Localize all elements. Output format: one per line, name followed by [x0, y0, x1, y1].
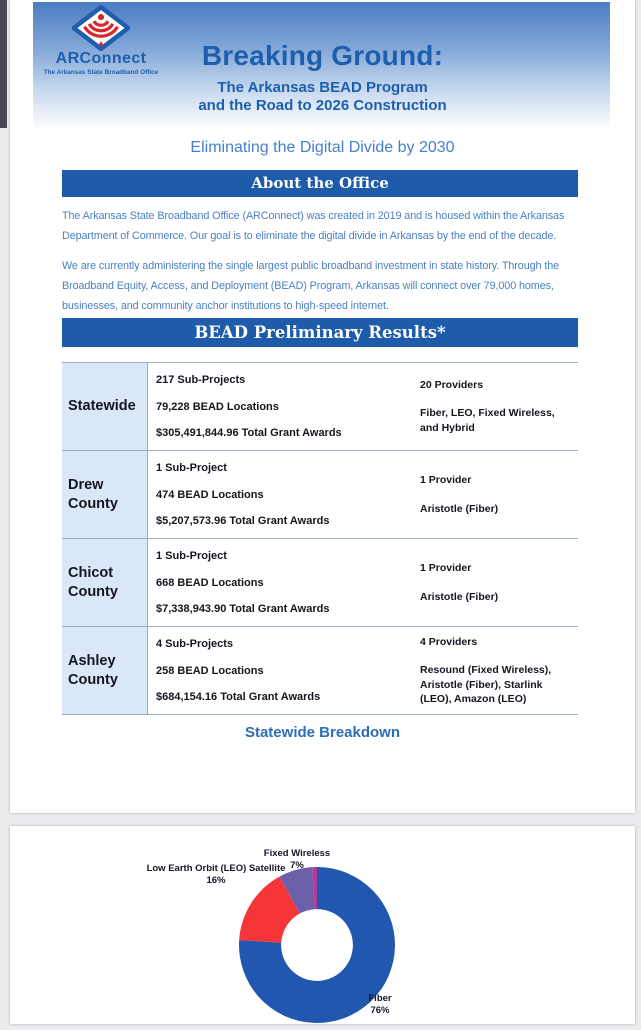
logo-tagline: The Arkansas State Broadband Office [43, 69, 159, 76]
slice-label: Fiber [368, 993, 392, 1004]
results-banner: BEAD Preliminary Results* [62, 318, 578, 347]
logo-name: ARConnect [55, 50, 147, 67]
stat-locations: 258 BEAD Locations [156, 664, 264, 677]
stat-awards: $7,338,943.90 Total Grant Awards [156, 603, 330, 615]
providers-cell [406, 451, 578, 538]
slice-percent: 7% [290, 860, 304, 871]
providers-count: 1 Provider [420, 474, 472, 487]
stat-awards: $305,491,844.96 Total Grant Awards [156, 427, 342, 439]
providers-detail: Aristotle (Fiber) [420, 502, 499, 515]
stats-cell [148, 363, 406, 450]
area-cell: Ashley County [62, 627, 148, 714]
header-title-group [10, 40, 635, 115]
about-banner: About the Office [62, 170, 578, 197]
table-row-statewide [62, 363, 578, 451]
stats-cell [148, 539, 406, 626]
viewer-left-edge [0, 0, 7, 128]
about-paragraph-1: The Arkansas State Broadband Office (ARConnect) was created in 2019 and is housed within the Arkansas Department of Commerce. Our goal is to eliminate the digital divide in Arkansas by the end of the decade. [62, 210, 565, 242]
slice-label: Low Earth Orbit (LEO) Satellite [146, 863, 286, 874]
providers-count: 1 Provider [420, 562, 472, 575]
stat-locations: 474 BEAD Locations [156, 488, 264, 501]
area-cell: Chicot County [62, 539, 148, 626]
table-row-drew [62, 451, 578, 539]
motto-text: Eliminating the Digital Divide by 2030 [190, 139, 455, 156]
stat-subprojects: 4 Sub-Projects [156, 638, 234, 650]
area-cell: Statewide [62, 363, 148, 450]
table-row-chicot [62, 539, 578, 627]
slice-label: Fixed Wireless [263, 848, 331, 859]
stat-locations: 79,228 BEAD Locations [156, 400, 279, 413]
providers-count: 4 Providers [420, 636, 478, 649]
table-row-ashley [62, 627, 578, 715]
stat-awards: $684,154.16 Total Grant Awards [156, 691, 321, 703]
breakdown-title: Statewide Breakdown [244, 724, 401, 741]
slice-percent: 76% [370, 1005, 390, 1016]
slice-percent: 16% [206, 875, 226, 886]
flyer-page-2 [10, 826, 635, 1024]
providers-count: 20 Providers [420, 379, 484, 392]
stats-cell [148, 451, 406, 538]
providers-detail: Resound (Fixed Wireless), Aristotle (Fiber), Starlink (LEO), Amazon (LEO) [420, 664, 552, 705]
results-table [62, 362, 578, 715]
providers-detail: Fiber, LEO, Fixed Wireless, and Hybrid [420, 407, 555, 434]
area-cell: Drew County [62, 451, 148, 538]
flyer-page-1 [10, 0, 635, 813]
subtitle-line-1: The Arkansas BEAD Program [217, 79, 428, 96]
page-title: Breaking Ground: [201, 40, 444, 71]
providers-detail: Aristotle (Fiber) [420, 590, 499, 603]
stat-subprojects: 1 Sub-Project [156, 462, 227, 474]
about-paragraph-2: We are currently administering the single largest public broadband investment in state history. Through the Broadband Equity, Access, and Deployment (BEAD) Program, Arkansas will connect over 79,000 homes, businesses, and community anchor institutions to high-speed internet. [62, 260, 560, 312]
providers-cell [406, 539, 578, 626]
providers-cell [406, 363, 578, 450]
chart-label-leo-satellite [76, 863, 356, 887]
stat-locations: 668 BEAD Locations [156, 576, 264, 589]
chart-label-fiber [300, 993, 460, 1017]
stat-awards: $5,207,573.96 Total Grant Awards [156, 515, 330, 527]
subtitle-line-2: and the Road to 2026 Construction [198, 97, 447, 114]
stat-subprojects: 217 Sub-Projects [156, 374, 246, 386]
providers-cell [406, 627, 578, 714]
stats-cell [148, 627, 406, 714]
stat-subprojects: 1 Sub-Project [156, 550, 227, 562]
page-subtitle [10, 79, 635, 115]
